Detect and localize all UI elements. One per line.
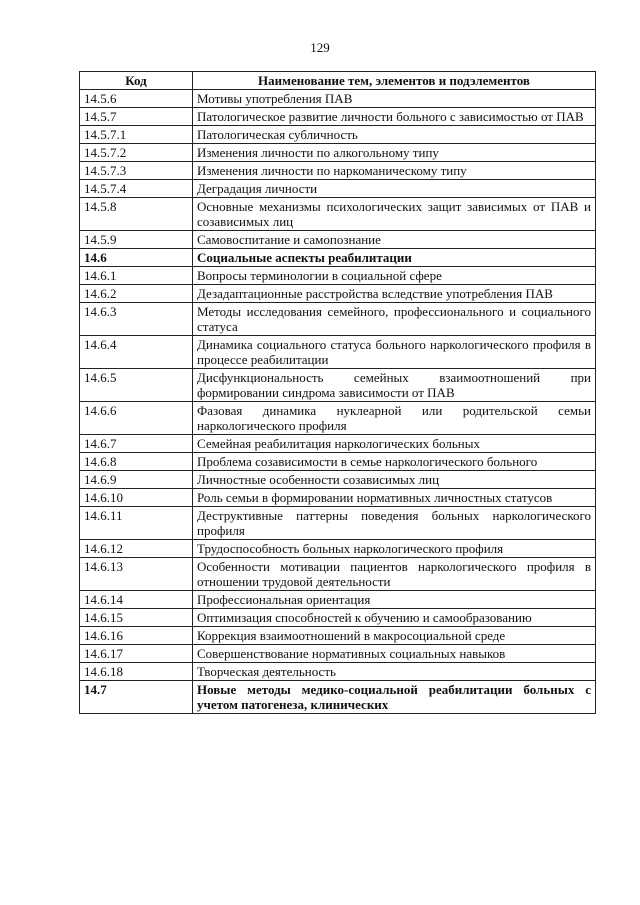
row-name: Методы исследования семейного, профессионального и социального статуса (193, 303, 596, 336)
row-name: Патологическое развитие личности больного с зависимостью от ПАВ (193, 108, 596, 126)
table-row (80, 336, 596, 369)
row-code: 14.6.5 (80, 369, 193, 402)
row-name: Роль семьи в формировании нормативных личностных статусов (193, 489, 596, 507)
table-row (80, 471, 596, 489)
row-name: Дисфункциональность семейных взаимоотношений при формировании синдрома зависимости от ПАВ (193, 369, 596, 402)
row-code: 14.5.7.3 (80, 162, 193, 180)
table-row (80, 402, 596, 435)
row-code: 14.6 (80, 249, 193, 267)
table-header-row (80, 72, 596, 90)
row-code: 14.5.7.2 (80, 144, 193, 162)
row-code: 14.5.7 (80, 108, 193, 126)
row-code: 14.5.9 (80, 231, 193, 249)
table-body (80, 90, 596, 714)
row-code: 14.6.1 (80, 267, 193, 285)
row-name: Мотивы употребления ПАВ (193, 90, 596, 108)
row-code: 14.6.12 (80, 540, 193, 558)
row-name: Трудоспособность больных наркологического профиля (193, 540, 596, 558)
table-row (80, 267, 596, 285)
table-row (80, 198, 596, 231)
row-name: Коррекция взаимоотношений в макросоциальной среде (193, 627, 596, 645)
row-code: 14.6.10 (80, 489, 193, 507)
table-row (80, 180, 596, 198)
table-row (80, 144, 596, 162)
row-name: Деградация личности (193, 180, 596, 198)
row-name: Творческая деятельность (193, 663, 596, 681)
row-code: 14.6.8 (80, 453, 193, 471)
table-row (80, 231, 596, 249)
row-name: Фазовая динамика нуклеарной или родительской семьи наркологического профиля (193, 402, 596, 435)
row-name: Семейная реабилитация наркологических больных (193, 435, 596, 453)
row-code: 14.6.13 (80, 558, 193, 591)
table-row (80, 453, 596, 471)
table-row (80, 558, 596, 591)
row-code: 14.7 (80, 681, 193, 714)
row-name: Основные механизмы психологических защит зависимых от ПАВ и созависимых лиц (193, 198, 596, 231)
row-code: 14.6.18 (80, 663, 193, 681)
table-row (80, 609, 596, 627)
row-name: Дезадаптационные расстройства вследствие употребления ПАВ (193, 285, 596, 303)
row-code: 14.6.4 (80, 336, 193, 369)
row-name: Деструктивные паттерны поведения больных наркологического профиля (193, 507, 596, 540)
table-row (80, 303, 596, 336)
page-number: 129 (310, 40, 330, 55)
row-name: Социальные аспекты реабилитации (193, 249, 596, 267)
row-name: Патологическая субличность (193, 126, 596, 144)
row-code: 14.6.2 (80, 285, 193, 303)
row-code: 14.6.6 (80, 402, 193, 435)
table-row (80, 126, 596, 144)
topics-table (79, 71, 596, 714)
row-code: 14.6.9 (80, 471, 193, 489)
table-row (80, 369, 596, 402)
table-row (80, 489, 596, 507)
row-name: Новые методы медико-социальной реабилитации больных с учетом патогенеза, клинических (193, 681, 596, 714)
row-name: Особенности мотивации пациентов наркологического профиля в отношении трудовой деятельности (193, 558, 596, 591)
header-name: Наименование тем, элементов и подэлементов (193, 72, 596, 90)
table-row (80, 681, 596, 714)
row-code: 14.5.7.4 (80, 180, 193, 198)
row-name: Самовоспитание и самопознание (193, 231, 596, 249)
row-name: Проблема созависимости в семье наркологического больного (193, 453, 596, 471)
table-row (80, 435, 596, 453)
row-code: 14.6.17 (80, 645, 193, 663)
row-name: Оптимизация способностей к обучению и самообразованию (193, 609, 596, 627)
row-name: Личностные особенности созависимых лиц (193, 471, 596, 489)
table-row (80, 540, 596, 558)
row-name: Изменения личности по алкогольному типу (193, 144, 596, 162)
table-row (80, 591, 596, 609)
header-code: Код (80, 72, 193, 90)
row-name: Динамика социального статуса больного наркологического профиля в процессе реабилитации (193, 336, 596, 369)
table-row (80, 285, 596, 303)
table-row (80, 90, 596, 108)
table-row (80, 162, 596, 180)
row-name: Профессиональная ориентация (193, 591, 596, 609)
row-code: 14.5.6 (80, 90, 193, 108)
row-name: Совершенствование нормативных социальных навыков (193, 645, 596, 663)
row-code: 14.6.14 (80, 591, 193, 609)
table-row (80, 249, 596, 267)
table-row (80, 627, 596, 645)
row-code: 14.6.15 (80, 609, 193, 627)
row-name: Вопросы терминологии в социальной сфере (193, 267, 596, 285)
table-row (80, 108, 596, 126)
table-row (80, 645, 596, 663)
row-code: 14.6.3 (80, 303, 193, 336)
row-code: 14.5.7.1 (80, 126, 193, 144)
table-row (80, 507, 596, 540)
row-code: 14.5.8 (80, 198, 193, 231)
row-code: 14.6.16 (80, 627, 193, 645)
table-row (80, 663, 596, 681)
row-code: 14.6.7 (80, 435, 193, 453)
row-code: 14.6.11 (80, 507, 193, 540)
row-name: Изменения личности по наркоманическому типу (193, 162, 596, 180)
